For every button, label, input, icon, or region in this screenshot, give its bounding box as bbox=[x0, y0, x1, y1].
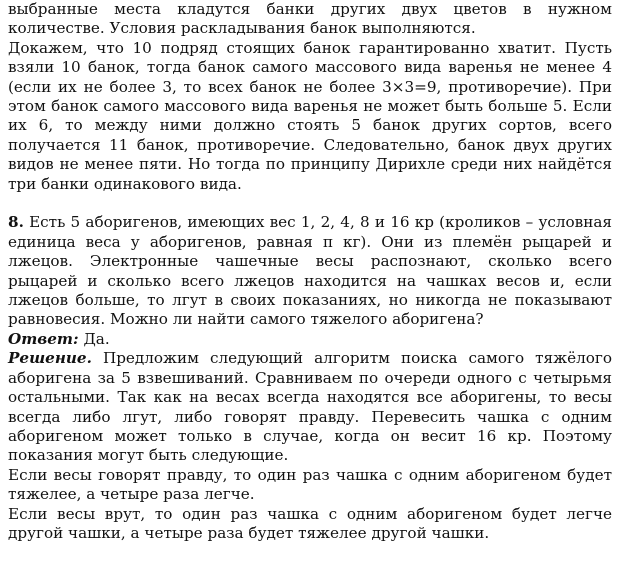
solution-label: Решение. bbox=[8, 349, 92, 368]
case-truth-paragraph: Если весы говорят правду, то один раз чашка с одним аборигеном будет тяжелее, а четыре раза легче. bbox=[8, 465, 612, 504]
case-lie-paragraph: Если весы врут, то один раз чашка с одним аборигеном будет легче другой чашки, а четыре раза будет тяжелее другой чашки. bbox=[8, 504, 612, 542]
prev-solution-paragraph-2: Докажем, что 10 подряд стоящих банок гарантированно хватит. Пусть взяли 10 банок, тогда банок самого массового вида варенья не менее 4 (если их не более 3, то всех банок не более 3×3=9, противоречие). При этом банок самого массового вида варенья не может быть больше 5. Если их 6, то между ними должно стоять 5 банок других сортов, всего получается 11 банок, противоречие. Следовательно, банок двух других видов не менее пяти. Но тогда по принципу Дирихле среди них найдётся три банки одинакового вида. bbox=[8, 38, 612, 193]
answer-line bbox=[8, 330, 612, 349]
paragraph-spacer bbox=[8, 194, 612, 213]
answer-label: Ответ: bbox=[8, 329, 79, 348]
problem-8-statement bbox=[8, 213, 612, 329]
solution-text: Предложим следующий алгоритм поиска самого тяжёлого аборигена за 5 взвешиваний. Сравниваем по очереди одного с четырьмя остальными. Так как на весах всегда находятся все аборигены, то весы всегда либо лгут, либо говорят правду. Перевесить чашка с одним аборигеном может только в случае, когда он весит 16 кр. Поэтому показания могут быть следующие. bbox=[8, 349, 612, 465]
problem-text: Есть 5 аборигенов, имеющих вес 1, 2, 4, 8 и 16 кр (кроликов – условная единица веса у аборигенов, равная π кг). Они из племён рыцарей и лжецов. Электронные чашечные весы распознают, сколько всего рыцарей и сколько всего лжецов находится на чашках весов и, если лжецов больше, то лгут в своих показаниях, но никогда не показывают равновесия. Можно ли найти самого тяжелого аборигена? bbox=[8, 213, 612, 329]
problem-number: 8. bbox=[8, 213, 24, 232]
prev-solution-paragraph-1: выбранные места кладутся банки других двух цветов в нужном количестве. Условия раскладывания банок выполняются. bbox=[8, 0, 612, 38]
solution-paragraph bbox=[8, 349, 612, 465]
answer-text: Да. bbox=[78, 329, 110, 348]
document-page bbox=[8, 0, 612, 543]
